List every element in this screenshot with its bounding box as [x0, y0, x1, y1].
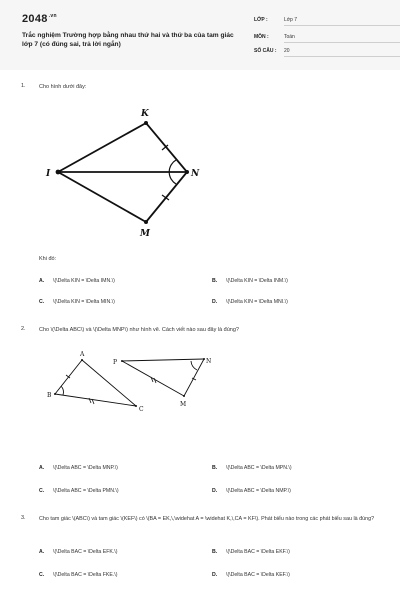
- option-text: \(\Delta KIN = \Delta MNI.\): [226, 299, 288, 305]
- option-letter: D.: [212, 488, 218, 494]
- option-text: \(\Delta ABC = \Delta MNP.\): [53, 465, 118, 471]
- figure-label-m: M: [140, 229, 150, 239]
- figure-label-i: I: [46, 169, 51, 179]
- meta-key: SỐ CÂU :: [254, 48, 277, 54]
- option-letter: A.: [39, 549, 45, 555]
- figure-label-n: N: [191, 169, 200, 179]
- option-letter: C.: [39, 488, 45, 494]
- meta-value: 20: [284, 48, 400, 57]
- option-letter: D.: [212, 299, 218, 305]
- question-3-option-c[interactable]: [39, 572, 117, 578]
- option-text: \(\Delta BAC = \Delta FKE.\): [53, 572, 118, 578]
- question-3-text: Cho tam giác \(ABC\) và tam giác \(KEF\) có \(BA = EK,\,\widehat A = \widehat K,\,CA = KF\). Phát biểu nào trong các phát biểu sau là đúng?: [39, 516, 375, 522]
- option-letter: B.: [212, 278, 218, 284]
- option-letter: A.: [39, 278, 45, 284]
- question-2-option-c[interactable]: [39, 488, 119, 494]
- option-text: \(\Delta KIN = \Delta INM.\): [226, 278, 288, 284]
- option-text: \(\Delta ABC = \Delta NMP.\): [226, 488, 291, 494]
- option-letter: A.: [39, 465, 45, 471]
- question-3-number: 3.: [21, 515, 26, 521]
- figure-label-m: M: [180, 401, 187, 408]
- option-text: \(\Delta KIN = \Delta MIN.\): [53, 299, 115, 305]
- question-2-option-d[interactable]: [212, 488, 291, 494]
- question-2-figure: [40, 350, 220, 420]
- page-header: [0, 0, 400, 70]
- option-text: \(\Delta KIN = \Delta IMN.\): [53, 278, 115, 284]
- site-logo[interactable]: [22, 13, 57, 25]
- figure-label-c: C: [139, 406, 144, 413]
- logo-suffix: .vn: [48, 13, 57, 20]
- question-2-text: Cho \(\Delta ABC\) và \(\Delta MNP\) như hình vẽ. Cách viết nào sau đây là đúng?: [39, 327, 239, 333]
- option-letter: C.: [39, 299, 45, 305]
- question-3-option-b[interactable]: [212, 549, 290, 555]
- figure-label-p: P: [113, 359, 118, 366]
- question-1-text: Cho hình dưới đây:: [39, 84, 87, 90]
- option-text: \(\Delta BAC = \Delta EFK.\): [53, 549, 118, 555]
- question-1-option-c[interactable]: [39, 299, 115, 305]
- question-2-option-b[interactable]: [212, 465, 292, 471]
- figure-label-k: K: [141, 109, 149, 119]
- question-1-figure: [30, 100, 230, 245]
- option-text: \(\Delta BAC = \Delta KEF.\): [226, 572, 290, 578]
- option-letter: C.: [39, 572, 45, 578]
- meta-key: MÔN :: [254, 34, 269, 40]
- option-text: \(\Delta BAC = \Delta EKF.\): [226, 549, 290, 555]
- figure-label-b: B: [47, 392, 52, 399]
- meta-value: Lớp 7: [284, 17, 400, 26]
- meta-value: Toán: [284, 34, 400, 43]
- page-title: Trắc nghiệm Trường hợp bằng nhau thứ hai và thứ ba của tam giác lớp 7 (có đúng sai, trả lời ngắn): [22, 32, 234, 48]
- question-1-number: 1.: [21, 83, 26, 89]
- question-3-option-d[interactable]: [212, 572, 290, 578]
- question-3-option-a[interactable]: [39, 549, 117, 555]
- option-letter: D.: [212, 572, 218, 578]
- question-2-option-a[interactable]: [39, 465, 118, 471]
- option-letter: B.: [212, 549, 218, 555]
- question-1-option-b[interactable]: [212, 278, 288, 284]
- option-text: \(\Delta ABC = \Delta MPN.\): [226, 465, 292, 471]
- figure-label-a: A: [80, 351, 85, 358]
- logo-text: 2048: [22, 13, 48, 25]
- option-letter: B.: [212, 465, 218, 471]
- question-1-note: Khi đó:: [39, 256, 57, 262]
- figure-label-n: N: [206, 358, 212, 365]
- question-2-number: 2.: [21, 326, 26, 332]
- meta-key: LỚP :: [254, 17, 268, 23]
- question-1-option-d[interactable]: [212, 299, 288, 305]
- question-1-option-a[interactable]: [39, 278, 115, 284]
- option-text: \(\Delta ABC = \Delta PMN.\): [53, 488, 119, 494]
